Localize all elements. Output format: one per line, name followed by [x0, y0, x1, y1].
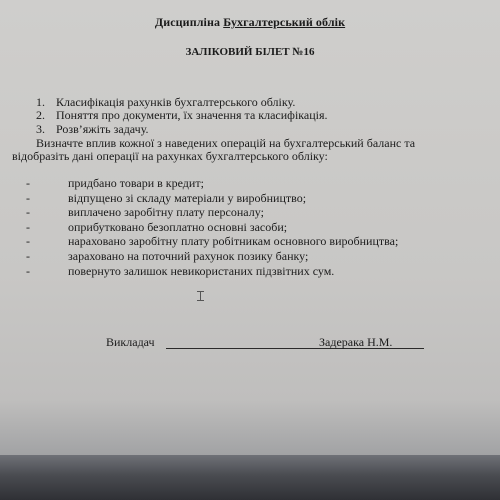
signature-block: [106, 335, 426, 351]
operation-text: оприбутковано безоплатно основні засоби;: [68, 219, 288, 234]
question-number: 3.: [36, 121, 45, 136]
signature-role: Викладач: [106, 335, 155, 349]
operation-text: придбано товари в кредит;: [68, 176, 204, 190]
discipline-label: Дисципліна: [154, 15, 221, 29]
task-line: Визначте вплив кожної з наведених операцій на бухгалтерський баланс та: [36, 136, 416, 150]
task-line: відобразіть дані операції на рахунках бухгалтерського обліку:: [12, 149, 328, 164]
operation-dash: -: [26, 176, 30, 190]
questions-list: [36, 96, 328, 136]
operation-dash: -: [26, 263, 30, 278]
operations-list: [26, 176, 398, 278]
ticket-title: ЗАЛІКОВИЙ БІЛЕТ №16: [185, 46, 315, 58]
question-number: 2.: [36, 108, 45, 123]
operation-dash: -: [26, 190, 30, 205]
operation-item: [26, 176, 398, 191]
operation-text: виплачено заробітну плату персоналу;: [68, 205, 264, 220]
operation-text: нараховано заробітну плату робітникам основного виробництва;: [68, 234, 399, 249]
operation-dash: -: [26, 205, 30, 220]
question-text: Поняття про документи, їх значення та класифікація.: [56, 108, 328, 123]
text-cursor-icon: [197, 290, 205, 302]
operation-item: [26, 234, 398, 249]
operation-item: [26, 191, 398, 206]
operation-item: [26, 205, 398, 220]
operation-item: [26, 220, 398, 235]
question-number: 1.: [36, 95, 45, 109]
operation-text: повернуто залишок невикористаних підзвітних сум.: [68, 263, 335, 278]
question-item: [36, 109, 328, 122]
question-item: [36, 96, 328, 109]
discipline-name: Бухгалтерський облік: [223, 15, 346, 29]
question-item: [36, 123, 328, 136]
operation-dash: -: [26, 219, 30, 234]
signature-name: Задерака Н.М.: [319, 335, 393, 349]
operation-text: зараховано на поточний рахунок позику банку;: [68, 248, 309, 263]
operation-dash: -: [26, 234, 30, 249]
question-text: Розв’яжіть задачу.: [56, 121, 149, 136]
operation-item: [26, 249, 398, 264]
operation-item: [26, 264, 398, 279]
task-statement: [12, 137, 492, 164]
question-text: Класифікація рахунків бухгалтерського обліку.: [56, 95, 296, 109]
operation-dash: -: [26, 248, 30, 263]
operation-text: відпущено зі складу матеріали у виробництво;: [68, 190, 307, 205]
discipline-heading: [0, 15, 500, 30]
